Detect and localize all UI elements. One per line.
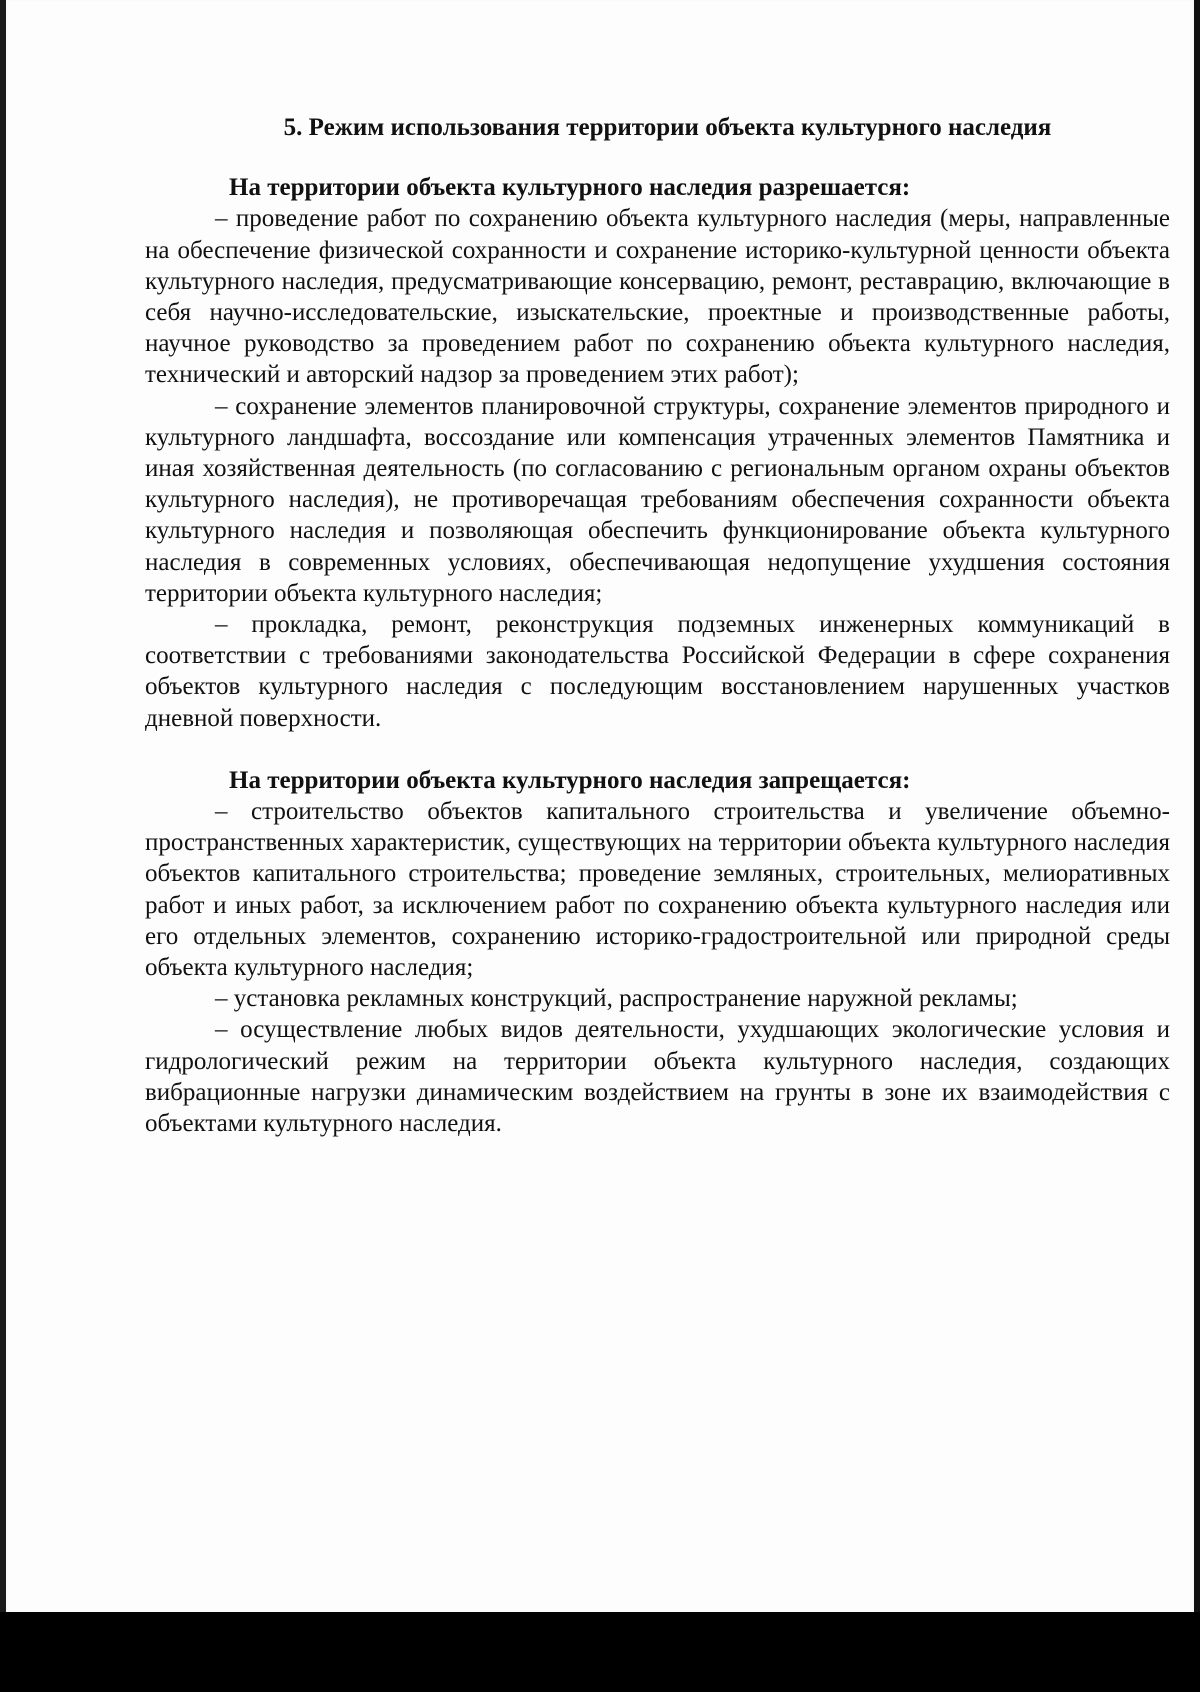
- allowed-item: – проведение работ по сохранению объекта культурного наследия (меры, направленные на обеспечение физической сохранности и сохранение историко-культурной ценности объекта культурного наследия, предусматривающие консервацию, ремонт, реставрацию, включающие в себя научно-исследовательские, изыскательские, проектные и производственные работы, научное руководство за проведением работ по сохранению объекта культурного наследия, технический и авторский надзор за проведением этих работ);: [145, 205, 1170, 389]
- prohibited-heading: На территории объекта культурного наследия запрещается:: [229, 766, 911, 794]
- allowed-item: – прокладка, ремонт, реконструкция подземных инженерных коммуникаций в соответствии с требованиями законодательства Российской Федерации в сфере сохранения объектов культурного наследия с последующим восстановлением нарушенных участков дневной поверхности.: [145, 611, 1170, 732]
- prohibited-item: – установка рекламных конструкций, распространение наружной рекламы;: [215, 985, 1018, 1013]
- allowed-item: – сохранение элементов планировочной структуры, сохранение элементов природного и культурного ландшафта, воссоздание или компенсация утраченных элементов Памятника и иная хозяйственная деятельность (по согласованию с региональным органом охраны объектов культурного наследия), не противоречащая требованиям обеспечения сохранности объекта культурного наследия и позволяющая обеспечить функционирование объекта культурного наследия в современных условиях, обеспечивающая недопущение ухудшения состояния территории объекта культурного наследия;: [145, 392, 1170, 607]
- scan-right-edge: [1194, 0, 1200, 1612]
- prohibited-item: – строительство объектов капитального строительства и увеличение объемно-пространственных характеристик, существующих на территории объекта культурного наследия объектов капитального строительства; проведение земляных, строительных, мелиоративных работ и иных работ, за исключением работ по сохранению объекта культурного наследия или его отдельных элементов, сохранению историко-градостроительной или природной среды объекта культурного наследия;: [145, 798, 1170, 982]
- document-body: [145, 112, 1170, 1139]
- section-title: 5. Режим использования территории объекта культурного наследия: [283, 114, 1052, 141]
- scan-bottom-band: [0, 1612, 1200, 1692]
- allowed-heading: На территории объекта культурного наследия разрешается:: [229, 174, 911, 202]
- prohibited-item: – осуществление любых видов деятельности, ухудшающих экологические условия и гидрологический режим на территории объекта культурного наследия, создающих вибрационные нагрузки динамическим воздействием на грунты в зоне их взаимодействия с объектами культурного наследия.: [145, 1016, 1170, 1138]
